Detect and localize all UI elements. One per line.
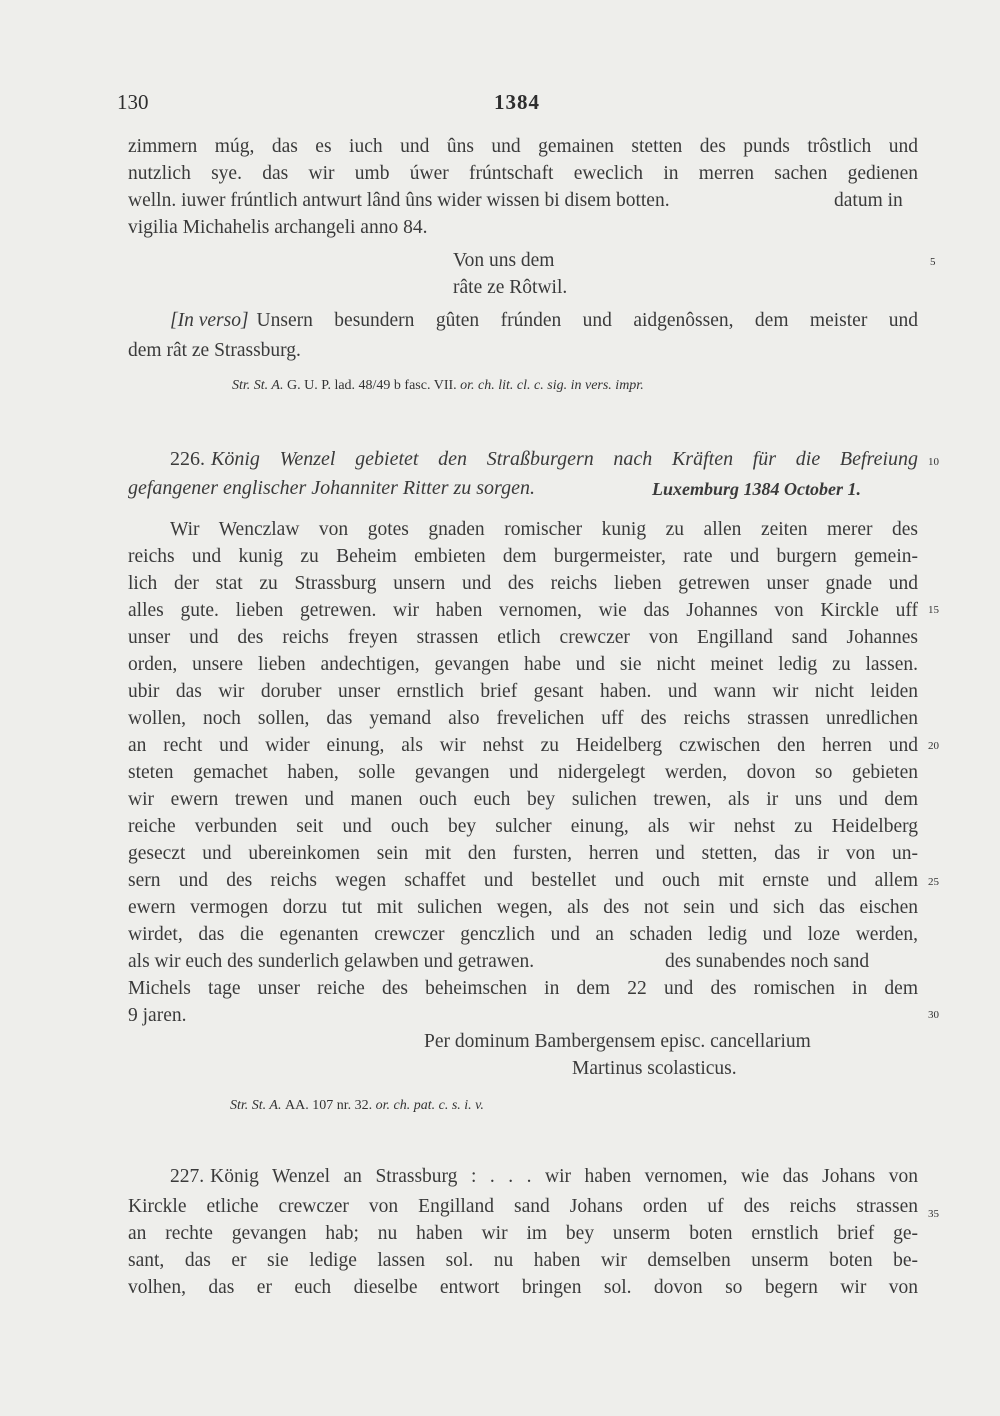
verso-label: [In verso] bbox=[170, 310, 249, 331]
text-line: zimmern múg, das es iuch und ûns und gemainen stetten des punds trôstlich und bbox=[128, 136, 918, 157]
text-line: alles gute. lieben getrewen. wir haben vernomen, wie das Johannes von Kirckle uff bbox=[128, 600, 918, 621]
source-archive: Str. St. A. bbox=[232, 378, 284, 393]
doc226-date: Luxemburg 1384 October 1. bbox=[652, 479, 861, 499]
doc227-first-line bbox=[170, 1166, 918, 1188]
text-line: steten gemachet haben, solle gevangen und nidergelegt werden, dovon so gebieten bbox=[128, 762, 918, 783]
source-description: or. ch. lit. cl. c. sig. in vers. impr. bbox=[460, 378, 644, 393]
signature-line: Per dominum Bambergensem episc. cancellarium bbox=[424, 1031, 811, 1052]
text-line: an rechte gevangen hab; nu haben wir im bey unserm boten ernstlich brief ge- bbox=[128, 1223, 918, 1244]
text-line: Kirckle etliche crewczer von Engilland sand Johans orden uf des reichs strassen bbox=[128, 1196, 918, 1217]
text-line: wirdet, das die egenanten crewczer genczlich und an schaden ledig und loze werden, bbox=[128, 924, 918, 945]
text-line: orden, unsere lieben andechtigen, gevangen habe und sie nicht meinet ledig zu lassen. bbox=[128, 654, 918, 675]
text-line: reiche verbunden seit und ouch bey sulcher einung, als wir nehst zu Heidelberg bbox=[128, 816, 918, 837]
text-line: Michels tage unser reiche des beheimschen in dem 22 und des romischen in dem bbox=[128, 978, 918, 999]
verso-line bbox=[170, 310, 918, 332]
doc226-rubric-cont: gefangener englischer Johanniter Ritter zu sorgen. bbox=[128, 477, 535, 499]
signature-line: Von uns dem bbox=[453, 250, 555, 271]
source-archive: Str. St. A. bbox=[230, 1098, 282, 1113]
text-line: geseczt und ubereinkomen sein mit den fursten, herren und stetten, das ir von un- bbox=[128, 843, 918, 864]
text-line: ewern vermogen dorzu tut mit sulichen wegen, als des not sein und sich das eischen bbox=[128, 897, 918, 918]
text-line: an recht und wider einung, als wir nehst zu Heidelberg czwischen den herren und bbox=[128, 735, 918, 756]
line-number: 15 bbox=[928, 604, 939, 616]
text-line: Wir Wenczlaw von gotes gnaden romischer kunig zu allen zeiten merer des bbox=[170, 519, 918, 540]
line-number: 35 bbox=[928, 1208, 939, 1220]
signature-line: Martinus scolasticus. bbox=[572, 1058, 737, 1079]
line-number: 25 bbox=[928, 876, 939, 888]
text-line: lich der stat zu Strassburg unsern und des reichs lieben getrewen unser gnade und bbox=[128, 573, 918, 594]
verso-text: Unsern besundern gûten frúnden und aidgenôssen, dem meister und bbox=[256, 310, 918, 331]
text-line: wollen, noch sollen, das yemand also frevelichen uff des reichs strassen unredlichen bbox=[128, 708, 918, 729]
text-line: reichs und kunig zu Beheim embieten dem burgermeister, rate und burgern gemein- bbox=[128, 546, 918, 567]
text-line-tail: des sunabendes noch sand bbox=[665, 951, 870, 972]
text-line: als wir euch des sunderlich gelawben und getrawen. bbox=[128, 951, 535, 972]
page-year: 1384 bbox=[494, 90, 540, 114]
doc226-rubric: König Wenzel gebietet den Straßburgern nach Kräften für die Befreiung bbox=[211, 448, 918, 470]
line-number: 20 bbox=[928, 740, 939, 752]
text-line: sant, das er sie ledige lassen sol. nu haben wir demselben unserm boten be- bbox=[128, 1250, 918, 1271]
source-shelfmark: G. U. P. lad. 48/49 b fasc. VII. bbox=[286, 378, 457, 393]
text-line: 9 jaren. bbox=[128, 1005, 187, 1026]
datum-text: datum in bbox=[834, 190, 903, 211]
text-line: unser und des reichs freyen strassen etlich crewczer von Engilland sand Johannes bbox=[128, 627, 918, 648]
source-description: or. ch. pat. c. s. i. v. bbox=[375, 1098, 484, 1113]
doc227-number: 227. bbox=[170, 1166, 205, 1187]
text-line: nutzlich sye. das wir umb úwer frúntschaft eweclich in merren sachen gedienen bbox=[128, 163, 918, 184]
text-line: volhen, das er euch dieselbe entwort bringen sol. dovon so begern wir von bbox=[128, 1277, 918, 1298]
text-line: ubir das wir doruber unser ernstlich brief gesant haben. und wann wir nicht leiden bbox=[128, 681, 918, 702]
line-number: 5 bbox=[930, 256, 936, 268]
line-number: 10 bbox=[928, 456, 939, 468]
text-line: wir ewern trewen und manen ouch euch bey sulichen trewen, als ir uns und dem bbox=[128, 789, 918, 810]
text-line: König Wenzel an Strassburg : . . . wir haben vernomen, wie das Johans von bbox=[210, 1166, 918, 1187]
page-number: 130 bbox=[117, 90, 149, 114]
source-citation bbox=[230, 1098, 484, 1114]
text-line: dem rât ze Strassburg. bbox=[128, 340, 301, 361]
text-line: vigilia Michahelis archangeli anno 84. bbox=[128, 217, 428, 238]
signature-line: râte ze Rôtwil. bbox=[453, 277, 568, 298]
doc226-number: 226. bbox=[170, 448, 205, 470]
source-shelfmark: AA. 107 nr. 32. bbox=[284, 1098, 373, 1113]
source-citation bbox=[232, 378, 644, 394]
text-line: sern und des reichs wegen schaffet und bestellet und ouch mit ernste und allem bbox=[128, 870, 918, 891]
doc226-title-line1 bbox=[170, 448, 918, 471]
line-number: 30 bbox=[928, 1009, 939, 1021]
text-line: welln. iuwer frúntlich antwurt lând ûns wider wissen bi disem botten. bbox=[128, 190, 670, 211]
